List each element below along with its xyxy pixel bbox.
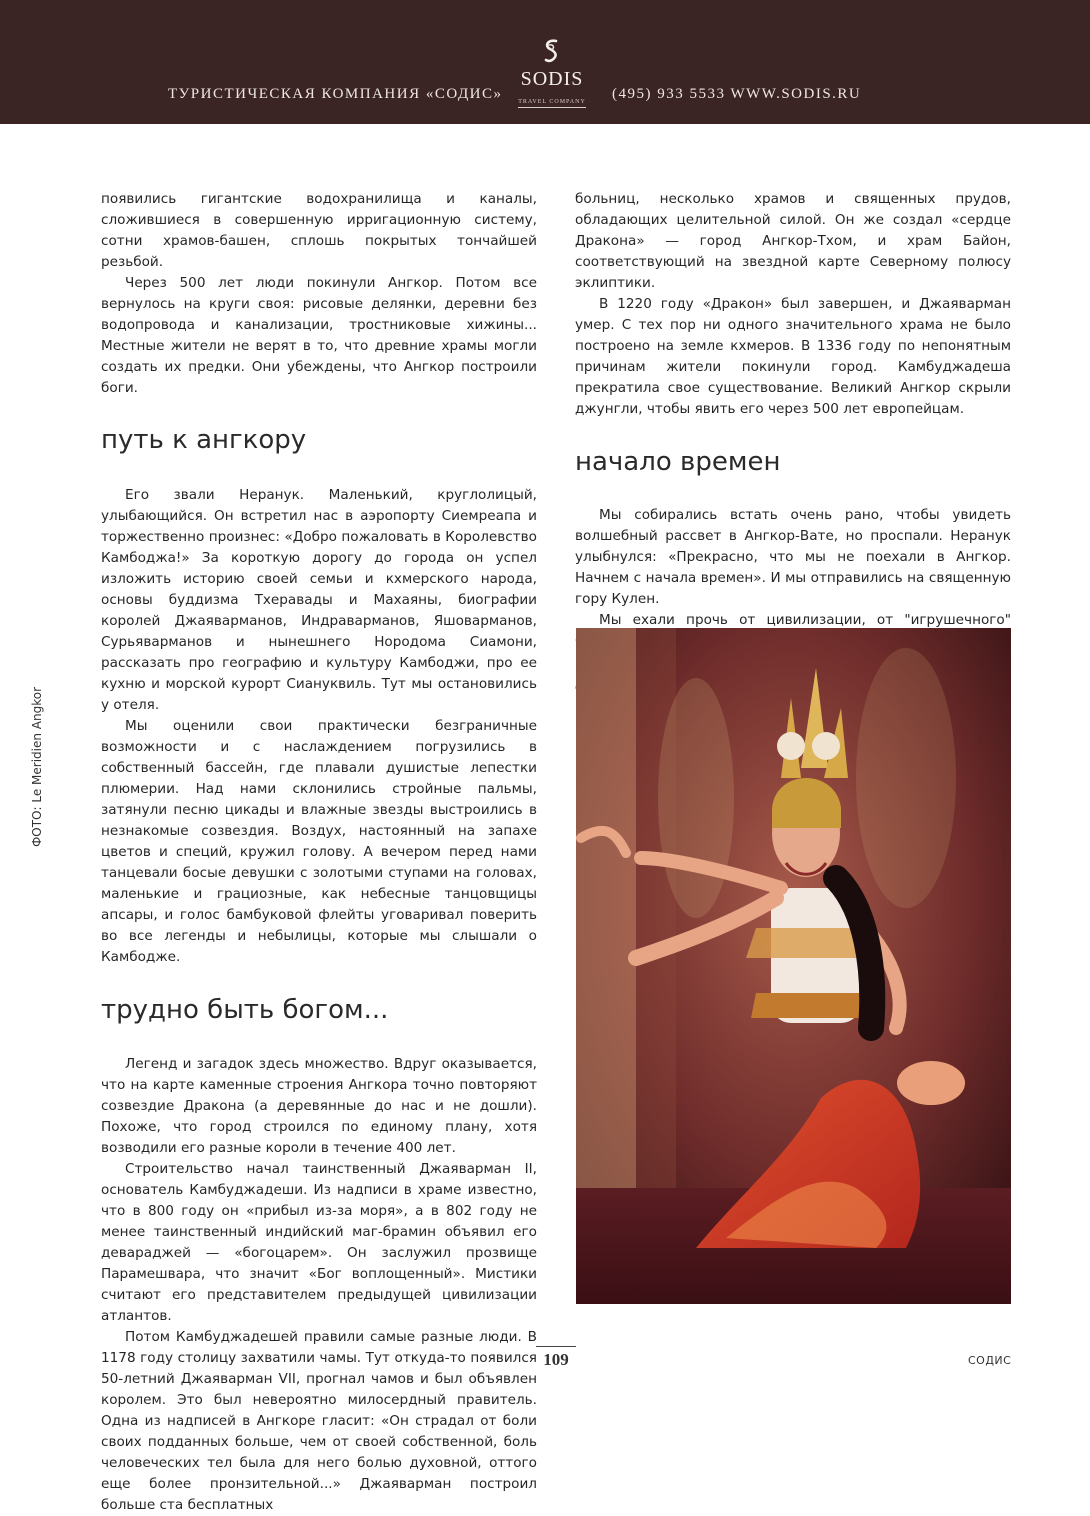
apsara-dancer-photo: [576, 628, 1011, 1304]
section-heading-path-to-angkor: путь к ангкору: [101, 425, 307, 455]
photo-credit-text: ФОТО: Le Meridien Angkor: [30, 686, 44, 848]
logo-subtitle: TRAVEL COMPANY: [518, 98, 586, 108]
paragraph: Мы собирались встать очень рано, чтобы увидеть волшебный рассвет в Ангкор-Вате, но проспали. Неранук улыбнулся: «Прекрасно, что мы не поехали в Ангкор. Начнем с начала времен». И мы отправились на священную гору Кулен.: [575, 507, 1011, 607]
section-heading-hard-to-be-god: трудно быть богом...: [101, 995, 389, 1025]
company-name: ТУРИСТИЧЕСКАЯ КОМПАНИЯ «СОДИС»: [168, 86, 503, 102]
dancer-illustration: [576, 628, 1011, 1304]
paragraph: В 1220 году «Дракон» был завершен, и Джаяварман умер. С тех пор ни одного значительного храма не было построено на земле кхмеров. В 1336 году по непонятным причинам жители покинули город. Камбуджадеша прекратила свое существование. Великий Ангкор скрыли джунгли, чтобы явить его через 500 лет европейцам.: [575, 296, 1011, 417]
paragraph: Через 500 лет люди покинули Ангкор. Потом все вернулось на круги своя: рисовые делянки, деревни без водопровода и канализации, тростниковые хижины... Местные жители не верят в то, что древние храмы могли создать их предки. Они убеждены, что Ангкор построили боги.: [101, 275, 537, 396]
page-number-rule: [536, 1346, 576, 1347]
right-column: [575, 189, 1011, 694]
paragraph: больниц, несколько храмов и священных прудов, обладающих целительной силой. Он же создал «сердце Дракона» — город Ангкор-Тхом, и храм Байон, соответствующий на звездной карте Северному полюсу эклиптики.: [575, 191, 1011, 291]
paragraph: Его звали Неранук. Маленький, круглолицый, улыбающийся. Он встретил нас в аэропорту Сиемреапа и торжественно произнес: «Добро пожаловать в Королевство Камбоджа!» За короткую дорогу до города он успел изложить историю своей семьи и кхмерского народа, основы буддизма Тхеравады и Махаяны, биографии королей Джаяварманов, Индраварманов, Яшоварманов, Сурьяварманов и нынешнего Нородома Сиамони, рассказать про географию и культуру Камбоджи, про ее кухню и морской курорт Сиануквиль. Тут мы остановились у отеля.: [101, 487, 537, 713]
photo-credit: [30, 686, 44, 848]
page-number: 109: [543, 1350, 569, 1369]
paragraph: Потом Камбуджадешей правили самые разные люди. В 1178 году столицу захватили чамы. Тут откуда-то появился 50-летний Джаяварман VII, прогнал чамов и был объявлен королем. Это был невероятно милосердный правитель. Одна из надписей в Ангкоре гласит: «Он страдал от боли своих подданных больше, чем от своей собственной, боль человеческих тел была для него болью духовной, оттого еще более пронзительной...» Джаяварман построил больше ста бесплатных: [101, 1329, 537, 1513]
left-column: [101, 189, 537, 1516]
paragraph: Мы ехали прочь от цивилизации, от "игрушечного": [599, 612, 1011, 628]
contact-info: (495) 933 5533 WWW.SODIS.RU: [612, 86, 862, 102]
sodis-logo: [512, 38, 592, 112]
paragraph: Строительство начал таинственный Джаяварман II, основатель Камбуджадеши. Из надписи в храме известно, что в 800 году он «прибыл из-за моря», а в 802 году не менее таинственный индийский маг-брамин объявил его девараджей — «богоцарем». Он заслужил прозвище Парамешвара, что значит «Бог воплощенный». Мистики считают его представителем предыдущей цивилизации атлантов.: [101, 1161, 537, 1324]
logo-name: SODIS: [520, 68, 584, 90]
page-header: [0, 0, 1090, 124]
sodis-logo-icon: [540, 38, 564, 68]
paragraph: Легенд и загадок здесь множество. Вдруг оказывается, что на карте каменные строения Ангкора точно повторяют созвездие Дракона (а деревянные до нас и не дошли). Похоже, что город строился по единому плану, хотя возводили его разные короли в течение 400 лет.: [101, 1056, 537, 1156]
paragraph: Мы оценили свои практически безграничные возможности и с наслаждением погрузились в собственный бассейн, где плавали душистые лепестки плюмерии. Над нами склонились стройные пальмы, затянули песню цикады и влажные звезды выстроились в незнакомые созвездия. Воздух, настоянный на запахе цветов и специй, кружил голову. А вечером перед нами танцевали босые девушки с золотыми ступами на головах, маленькие и грациозные, как небесные танцовщицы апсары, и голос бамбуковой флейты уговаривал поверить во все легенды и небылицы, которые мы слышали о Камбодже.: [101, 718, 537, 965]
footer-brand: СОДИС: [968, 1354, 1012, 1367]
paragraph: появились гигантские водохранилища и каналы, сложившиеся в совершенную ирригационную систему, сотни храмов-башен, сплошь покрытых тончайшей резьбой.: [101, 191, 537, 270]
section-heading-beginning-of-time: начало времен: [575, 447, 781, 477]
